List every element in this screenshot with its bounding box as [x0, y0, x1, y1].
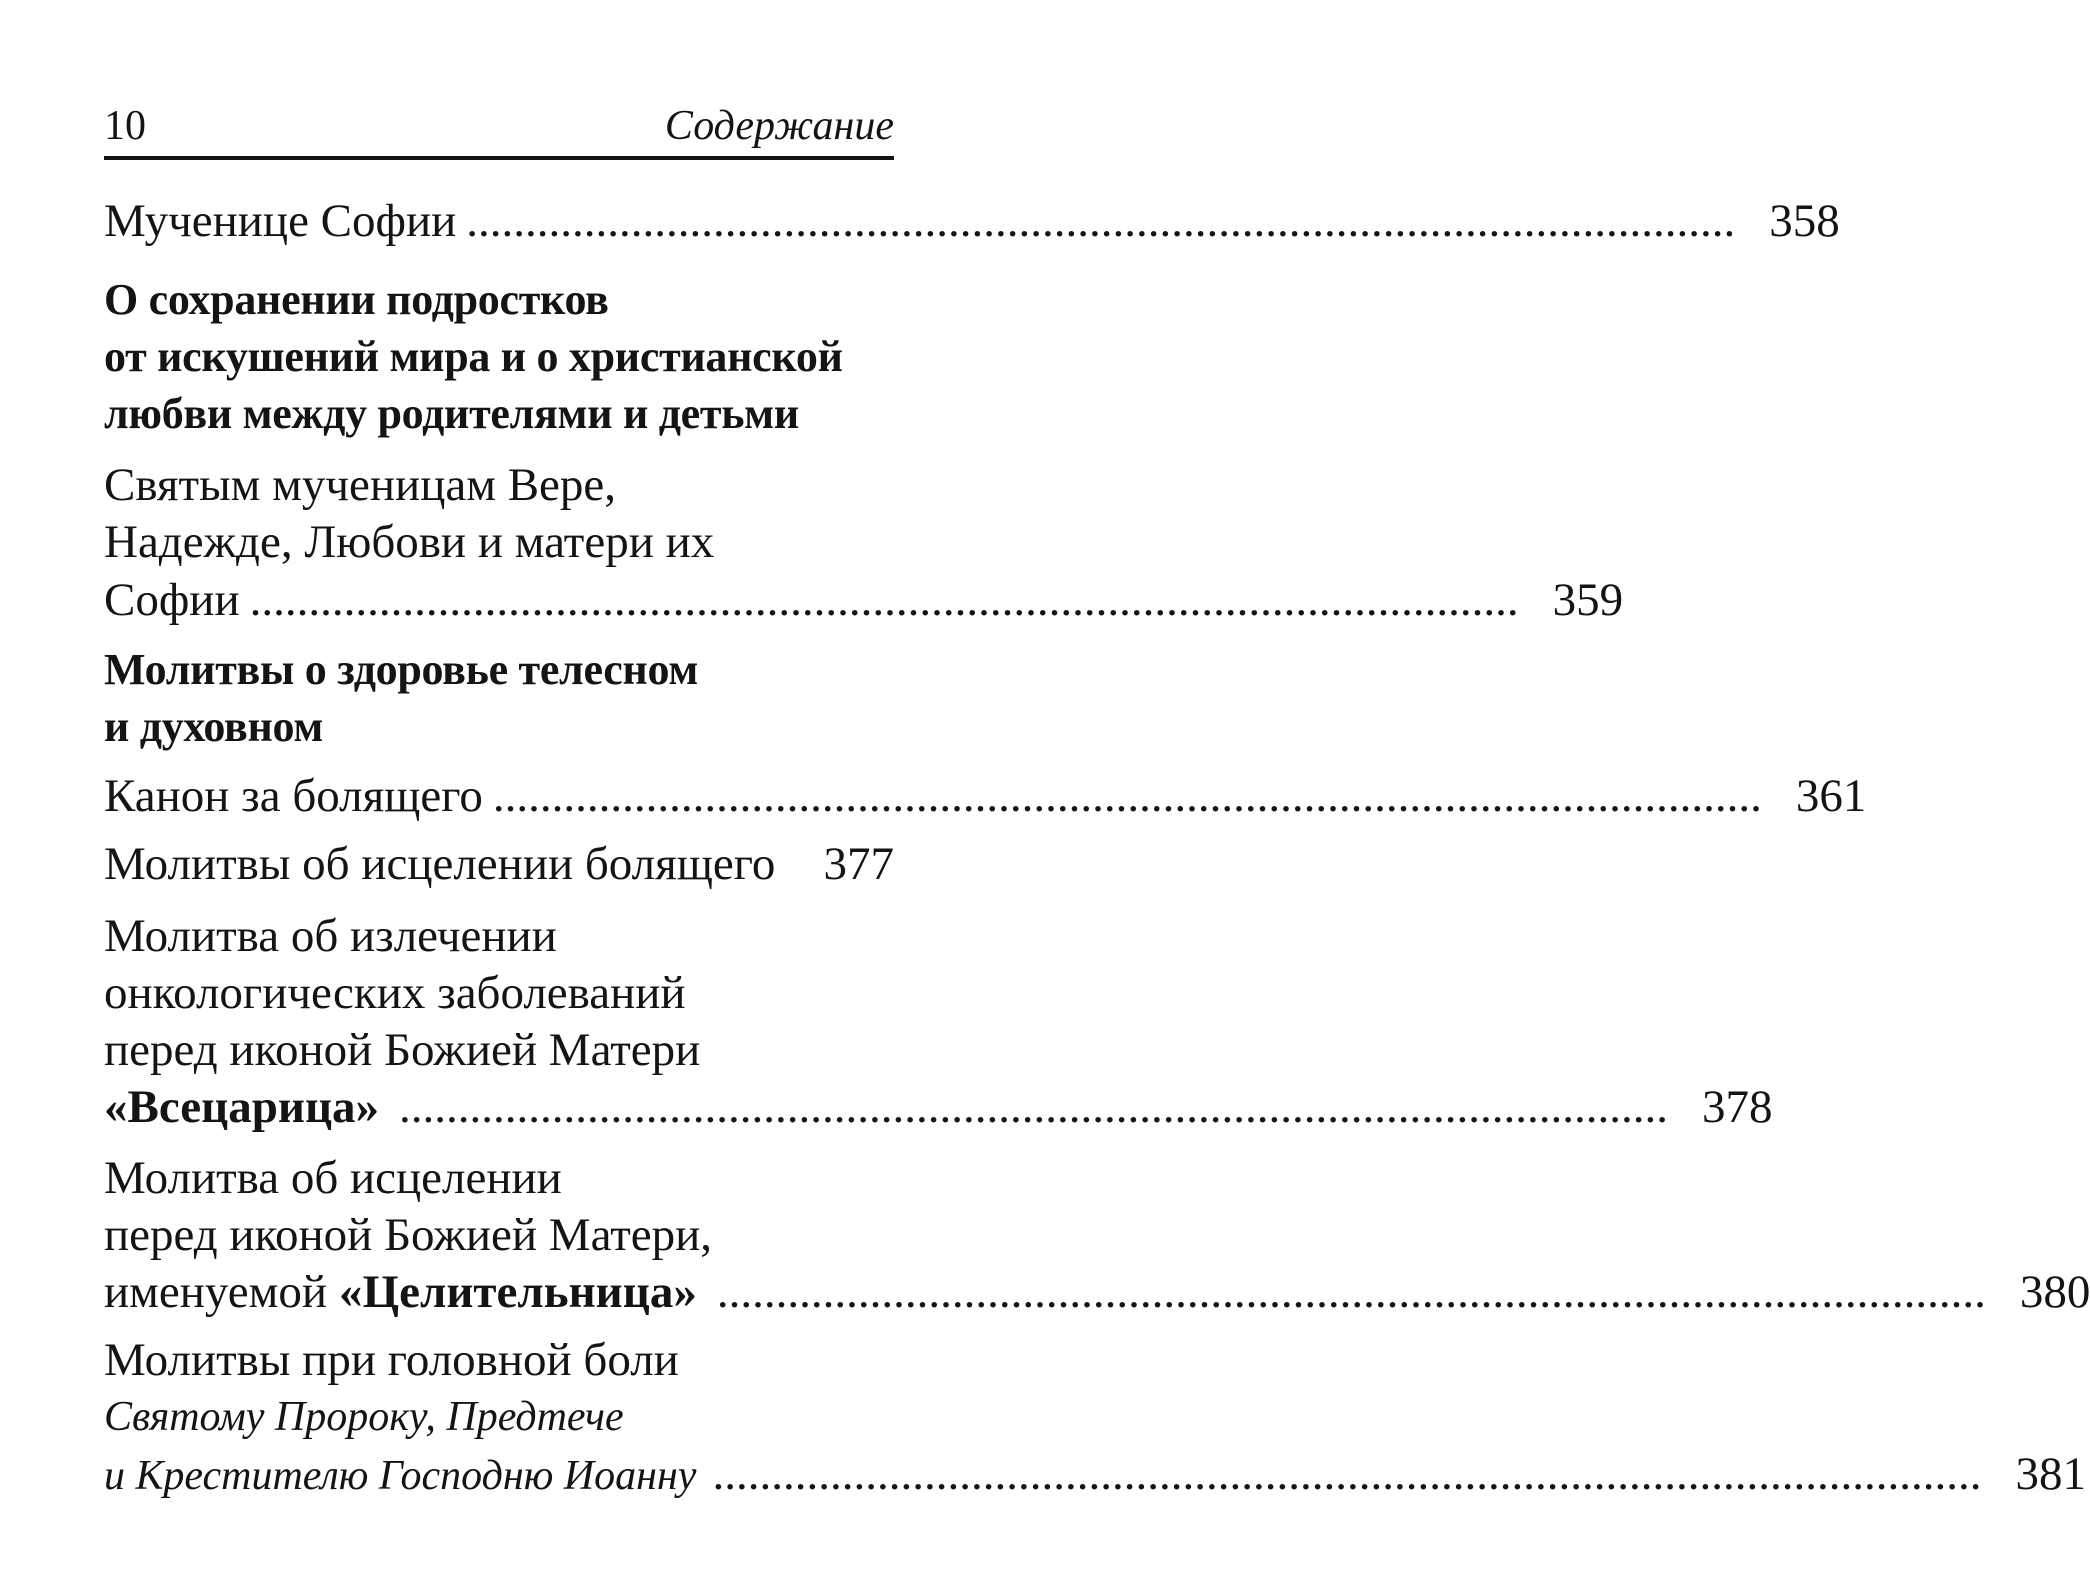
toc-entry-line[interactable]: онкологических заболеваний — [104, 967, 686, 1019]
section-heading: Молитвы о здоровье телесном — [104, 645, 699, 694]
toc-entry-line[interactable]: Надежде, Любови и матери их — [104, 516, 715, 568]
toc-entry-healer[interactable] — [104, 1262, 2090, 1322]
section-heading: и духовном — [104, 702, 324, 751]
icon-name-bold: «Целительница» — [339, 1266, 697, 1318]
entry-title: Мученице Софии — [104, 195, 457, 247]
entry-page-number: 381 — [2015, 1448, 2086, 1500]
toc-entry-line[interactable]: Святым мученицам Вере, — [104, 459, 617, 511]
toc-entry-line[interactable]: перед иконой Божией Матери — [104, 1024, 701, 1076]
entry-title: и Крестителю Господню Иоанну — [104, 1453, 697, 1499]
page-number: 10 — [104, 103, 146, 149]
toc-entry-sofia[interactable] — [104, 191, 1840, 251]
dot-leader: ............................................................................................................ — [712, 1448, 1982, 1500]
page-header — [104, 96, 894, 160]
entry-title: Софии — [104, 574, 240, 626]
dot-leader: ............................................................................................................ — [716, 1266, 1986, 1318]
toc-entry-canon[interactable] — [104, 766, 1867, 826]
dot-leader: ............................................................................................................ — [492, 770, 1762, 822]
toc-entry-line[interactable]: Молитва об излечении — [104, 910, 557, 962]
icon-name-bold: «Всецарица» — [104, 1081, 380, 1133]
toc-subentry-line[interactable]: Святому Пророку, Предтече — [104, 1394, 624, 1440]
toc-entry-line[interactable]: Молитва об исцелении — [104, 1152, 562, 1204]
toc-entry-line[interactable]: перед иконой Божией Матери, — [104, 1209, 713, 1261]
section-heading: от искушений мира и о христианской — [104, 332, 843, 381]
dot-leader: ............................................................................................................ — [249, 574, 1519, 626]
entry-page-number: 358 — [1769, 195, 1840, 247]
toc-entry-healing[interactable] — [104, 834, 894, 894]
dot-leader: ............................................................................................................ — [466, 195, 1736, 247]
entry-page-number: 378 — [1702, 1081, 1773, 1133]
entry-page-number: 377 — [823, 838, 894, 890]
entry-title: Молитвы об исцелении болящего — [104, 838, 776, 890]
entry-page-number: 361 — [1795, 770, 1867, 822]
running-title: Содержание — [664, 103, 894, 149]
toc-entry-onco[interactable] — [104, 1077, 1773, 1137]
dot-leader: ............................................................................................................ — [399, 1081, 1669, 1133]
entry-title: именуемой — [104, 1266, 328, 1318]
toc-entry-vera[interactable] — [104, 570, 1624, 630]
entry-page-number: 380 — [2019, 1266, 2090, 1318]
toc-entry-headache[interactable] — [104, 1444, 2086, 1504]
section-heading: О сохранении подростков — [104, 275, 609, 324]
toc-entry-line[interactable]: Молитвы при головной боли — [104, 1334, 679, 1386]
entry-page-number: 359 — [1552, 574, 1624, 626]
section-heading: любви между родителями и детьми — [104, 389, 799, 438]
entry-title: Канон за болящего — [104, 770, 483, 822]
